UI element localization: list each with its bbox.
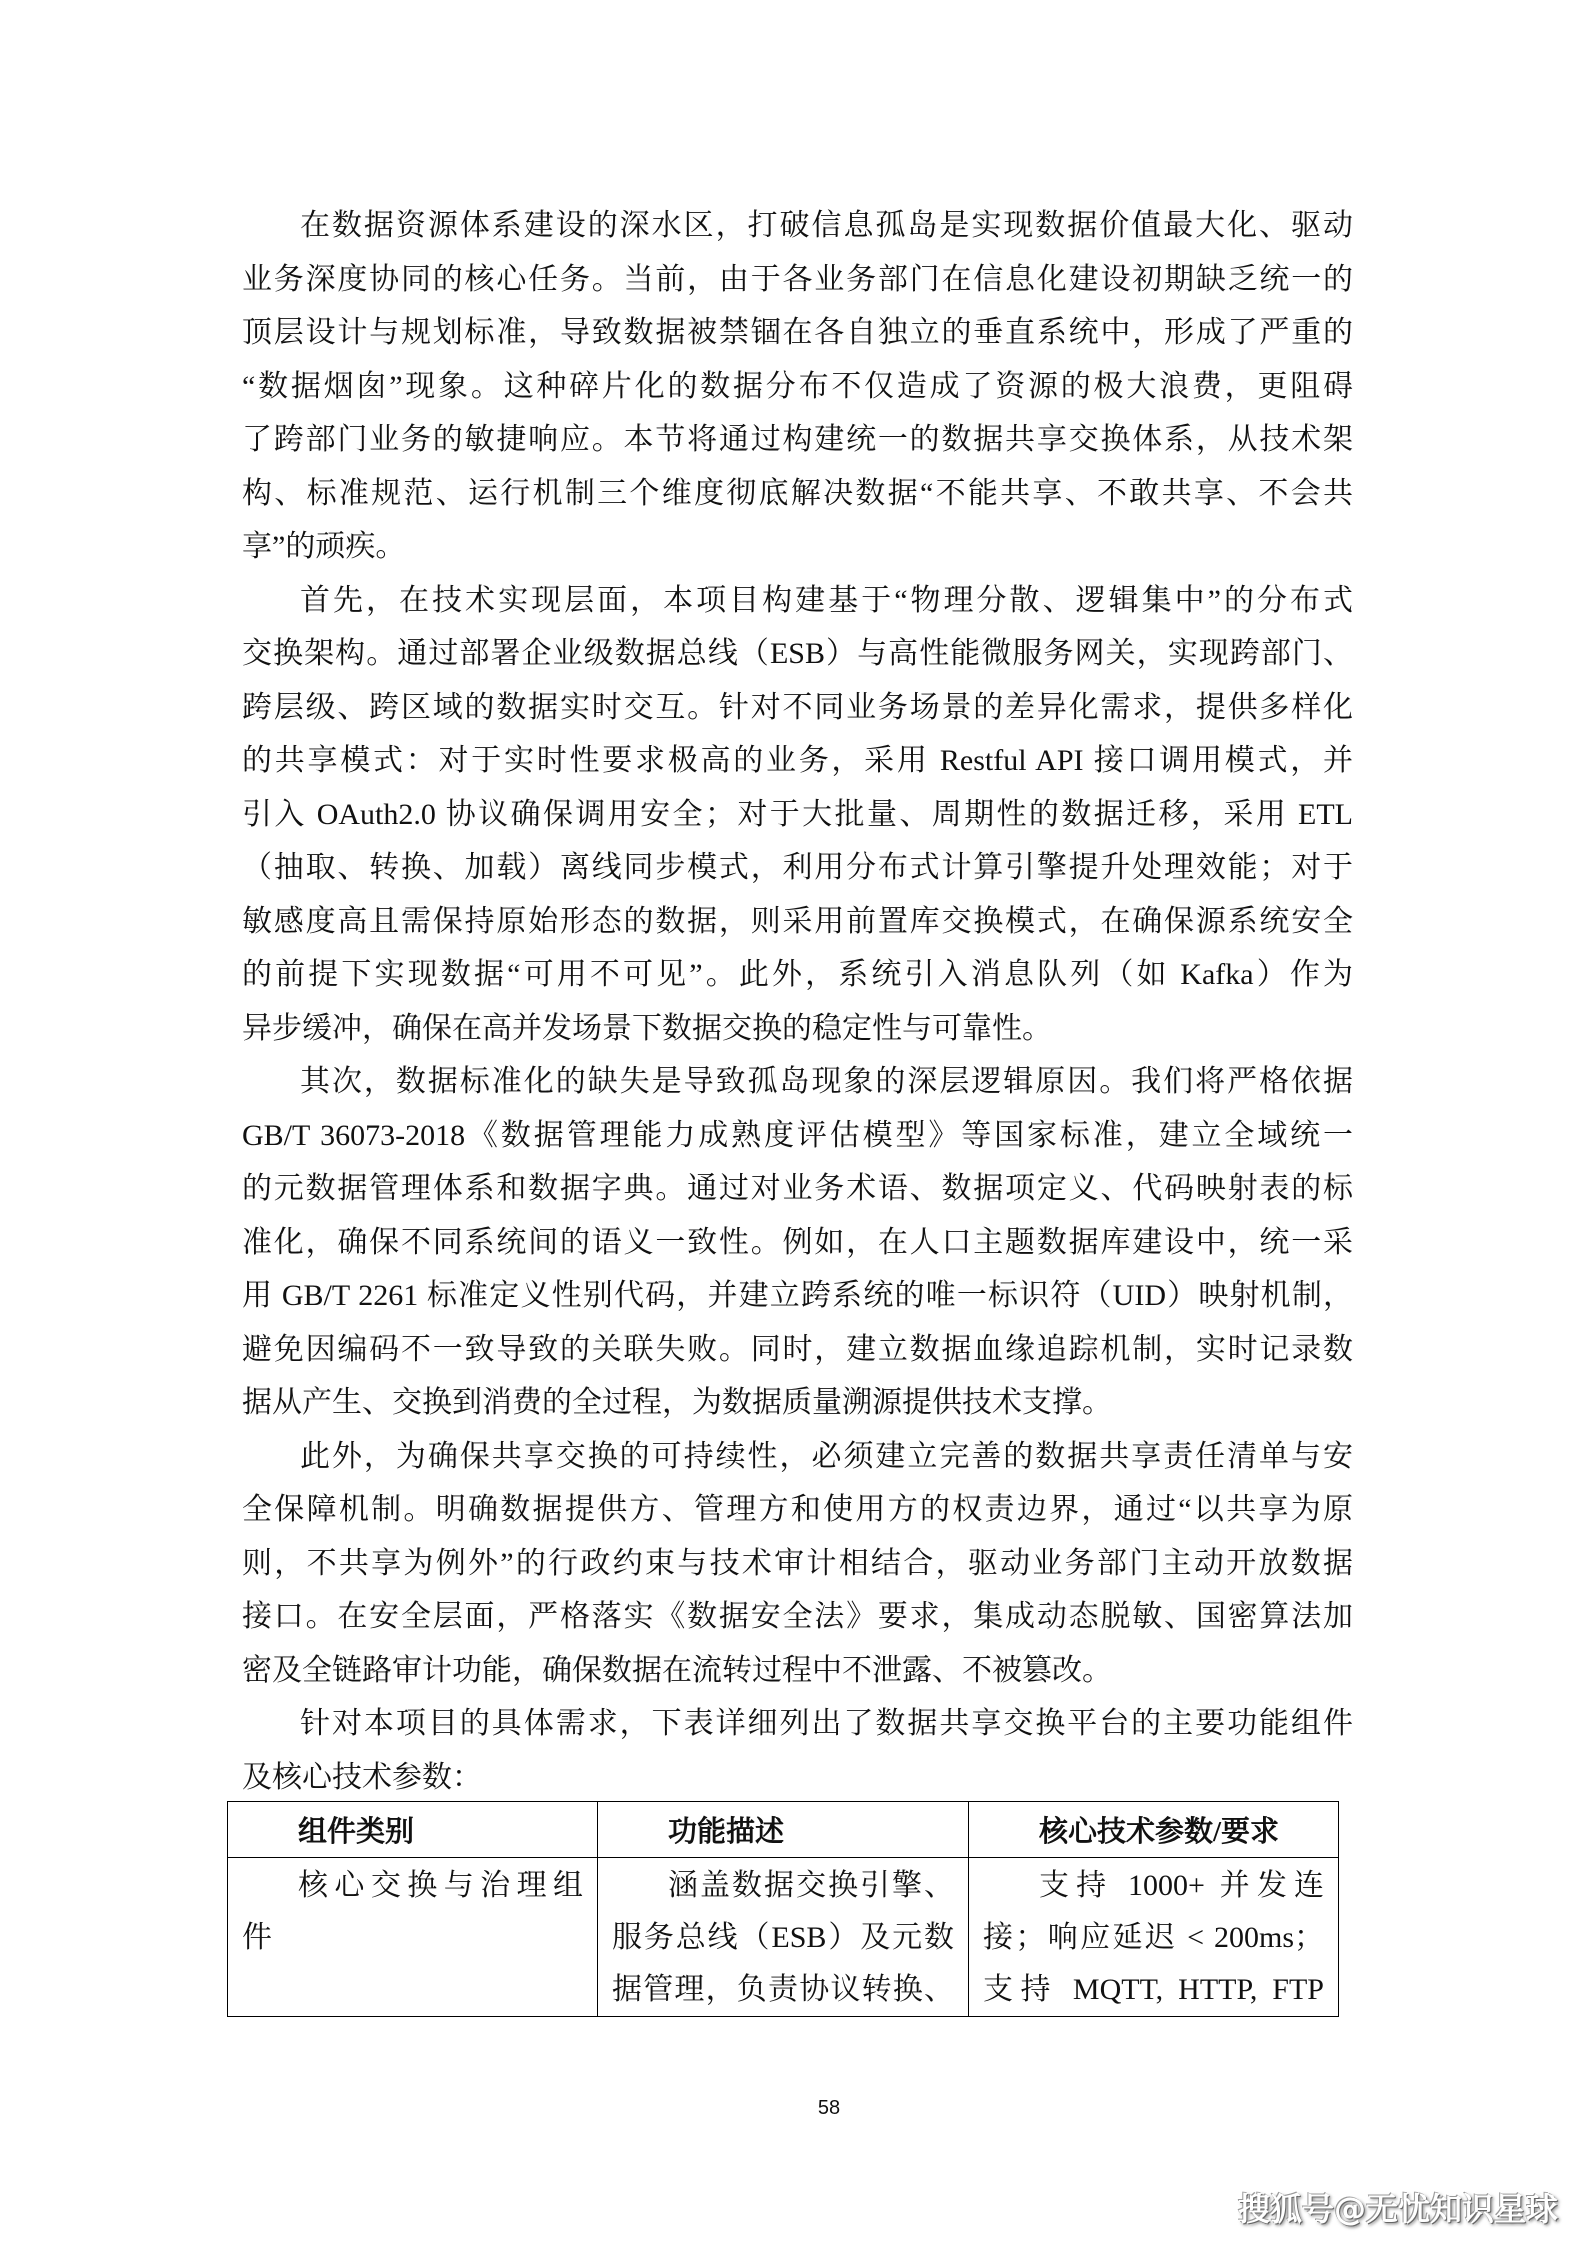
table-cell-component-category [228, 1858, 598, 2017]
watermark: 搜狐号@无忧知识星球 [1237, 2190, 1558, 2228]
cell-line: 核心交换与治理组 [298, 1869, 583, 1902]
paragraph-line: 则，不共享为例外”的行政约束与技术审计相结合，驱动业务部门主动开放数据 [242, 1546, 1353, 1580]
body-paragraph [242, 1055, 1353, 1430]
table-header-row [228, 1802, 1339, 1858]
table-cell-function-description [598, 1858, 969, 2017]
paragraph-line: “数据烟囱”现象。这种碎片化的数据分布不仅造成了资源的极大浪费，更阻碍 [242, 369, 1353, 403]
paragraph-line: 的元数据管理体系和数据字典。通过对业务术语、数据项定义、代码映射表的标 [242, 1172, 1353, 1205]
paragraph-line: 避免因编码不一致导致的关联失败。同时，建立数据血缘追踪机制，实时记录数 [242, 1332, 1353, 1366]
paragraph-line: 业务深度协同的核心任务。当前，由于各业务部门在信息化建设初期缺乏统一的 [242, 262, 1353, 296]
cell-line: 件 [242, 1921, 272, 1954]
paragraph-line: 在数据资源体系建设的深水区，打破信息孤岛是实现数据价值最大化、驱动 [300, 209, 1353, 242]
paragraph-line: 其次，数据标准化的缺失是导致孤岛现象的深层逻辑原因。我们将严格依据 [300, 1065, 1353, 1098]
paragraph-line: 享”的顽疾。 [242, 530, 406, 563]
paragraph-line: 此外，为确保共享交换的可持续性，必须建立完善的数据共享责任清单与安 [300, 1439, 1353, 1473]
paragraph-line: 用 GB/T 2261 标准定义性别代码，并建立跨系统的唯一标识符（UID）映射机制， [242, 1279, 1353, 1312]
paragraph-line: 异步缓冲，确保在高并发场景下数据交换的稳定性与可靠性。 [242, 1011, 1052, 1045]
cell-line: 服务总线（ESB）及元数 [612, 1921, 954, 1954]
component-table [227, 1801, 1339, 2017]
body-paragraph [242, 1697, 1353, 1804]
paragraph-line: 据从产生、交换到消费的全过程，为数据质量溯源提供技术支撑。 [242, 1386, 1112, 1419]
paragraph-line: 密及全链路审计功能，确保数据在流转过程中不泄露、不被篡改。 [242, 1653, 1112, 1687]
table-header-core-parameters: 核心技术参数/要求 [969, 1802, 1339, 1858]
page-number: 58 [817, 2097, 841, 2119]
cell-line: 接；响应延迟 < 200ms； [983, 1921, 1324, 1954]
paragraph-line: 全保障机制。明确数据提供方、管理方和使用方的权责边界，通过“以共享为原 [242, 1493, 1353, 1526]
cell-line: 支持 1000+ 并发连 [1039, 1869, 1324, 1902]
paragraph-line: 的共享模式：对于实时性要求极高的业务，采用 Restful API 接口调用模式，并 [242, 744, 1353, 777]
paragraph-line: 针对本项目的具体需求，下表详细列出了数据共享交换平台的主要功能组件 [300, 1707, 1353, 1740]
table-cell-core-parameters [969, 1858, 1339, 2017]
paragraph-line: 及核心技术参数： [242, 1760, 482, 1794]
body-paragraph [242, 574, 1353, 1056]
body-paragraph [242, 1430, 1353, 1698]
cell-line: 据管理，负责协议转换、 [612, 1973, 954, 2006]
paragraph-line: 准化，确保不同系统间的语义一致性。例如，在人口主题数据库建设中，统一采 [242, 1225, 1353, 1259]
paragraph-line: 交换架构。通过部署企业级数据总线（ESB）与高性能微服务网关，实现跨部门、 [242, 637, 1353, 670]
table-header-function-description: 功能描述 [598, 1802, 969, 1858]
paragraph-line: 引入 OAuth2.0 协议确保调用安全；对于大批量、周期性的数据迁移，采用 ETL [242, 797, 1353, 831]
paragraph-line: 敏感度高且需保持原始形态的数据，则采用前置库交换模式，在确保源系统安全 [242, 904, 1353, 938]
paragraph-line: 跨层级、跨区域的数据实时交互。针对不同业务场景的差异化需求，提供多样化 [242, 690, 1353, 724]
paragraph-line: 接口。在安全层面，严格落实《数据安全法》要求，集成动态脱敏、国密算法加 [242, 1600, 1353, 1633]
paragraph-line: 顶层设计与规划标准，导致数据被禁锢在各自独立的垂直系统中，形成了严重的 [242, 316, 1353, 349]
body-paragraph [242, 199, 1353, 574]
paragraph-line: 的前提下实现数据“可用不可见”。此外，系统引入消息队列（如 Kafka）作为 [242, 958, 1353, 991]
paragraph-line: （抽取、转换、加载）离线同步模式，利用分布式计算引擎提升处理效能；对于 [242, 851, 1353, 884]
paragraph-line: 了跨部门业务的敏捷响应。本节将通过构建统一的数据共享交换体系，从技术架 [242, 423, 1353, 456]
paragraph-line: 构、标准规范、运行机制三个维度彻底解决数据“不能共享、不敢共享、不会共 [242, 476, 1353, 510]
table-row [228, 1858, 1339, 2017]
document-body [242, 199, 1353, 1804]
cell-line: 支持 MQTT, HTTP, FTP [983, 1973, 1324, 2006]
paragraph-line: GB/T 36073-2018《数据管理能力成熟度评估模型》等国家标准，建立全域统一 [242, 1118, 1353, 1152]
cell-line: 涵盖数据交换引擎、 [668, 1869, 954, 1902]
table-header-component-category: 组件类别 [228, 1802, 598, 1858]
paragraph-line: 首先，在技术实现层面，本项目构建基于“物理分散、逻辑集中”的分布式 [300, 583, 1353, 617]
